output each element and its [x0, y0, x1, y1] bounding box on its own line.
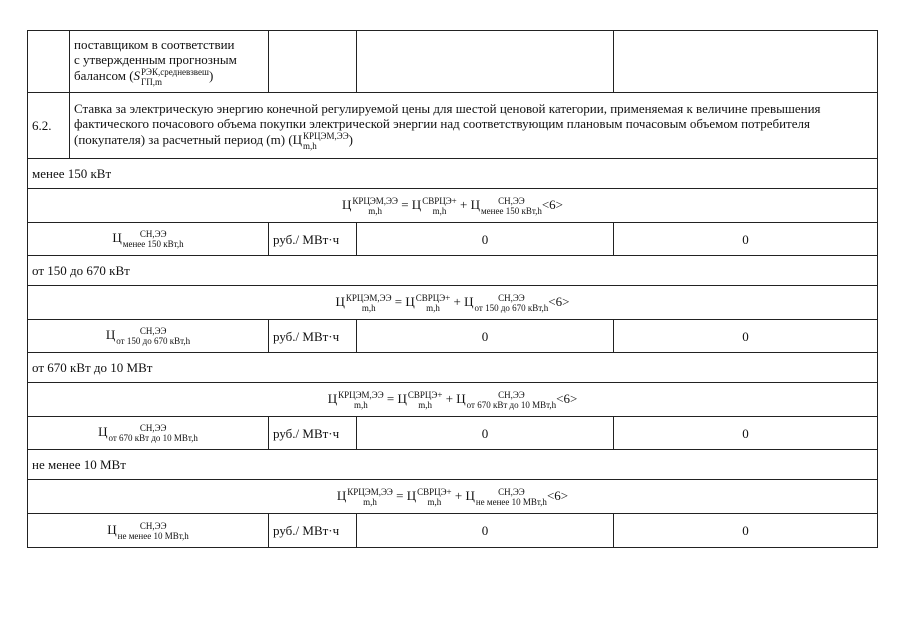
- capacity-label: от 670 кВт до 10 МВт: [28, 353, 878, 383]
- table-row: [28, 31, 878, 93]
- price-symbol-superscript: СН,ЭЭ: [498, 195, 525, 206]
- capacity-label: менее 150 кВт: [28, 159, 878, 189]
- unit-cell: руб./ МВт·ч: [269, 320, 357, 353]
- price-symbol-superscript: СВРЦЭ+: [407, 389, 443, 400]
- formula-equals: =: [396, 487, 404, 503]
- section-number: 6.2.: [28, 93, 70, 159]
- value-cell-1: 0: [357, 320, 614, 353]
- value-cell-empty-2: [614, 31, 878, 93]
- price-formula: [28, 383, 878, 417]
- price-symbol-superscript: СВРЦЭ+: [415, 292, 451, 303]
- supplier-text-line-2: с утвержденным прогнозным: [74, 51, 237, 67]
- price-symbol-subscript: m,h: [353, 399, 368, 410]
- price-symbol: Ц: [470, 196, 480, 212]
- formula-equals: =: [386, 390, 395, 406]
- section-description: [70, 93, 878, 159]
- price-formula: [28, 189, 878, 223]
- price-symbol-superscript: СН,ЭЭ: [139, 520, 167, 531]
- price-symbol-superscript: СВРЦЭ+: [417, 486, 452, 497]
- table-row: [28, 223, 878, 256]
- price-symbol: Ц: [456, 390, 466, 406]
- tariff-table-body: [28, 31, 878, 548]
- price-symbol-subscript: от 150 до 670 кВт,h: [116, 336, 191, 346]
- price-symbol-subscript: m,h: [368, 205, 383, 216]
- value-cell-empty-1: [357, 31, 614, 93]
- price-symbol: Ц: [105, 326, 116, 342]
- s-symbol: S: [133, 67, 141, 83]
- price-symbol: Ц: [107, 521, 117, 537]
- formula-row: [28, 286, 878, 320]
- price-symbol-subscript: от 150 до 670 кВт,h: [474, 302, 549, 313]
- unit-cell: руб./ МВт·ч: [269, 223, 357, 256]
- price-symbol-subscript: не менее 10 МВт,h: [117, 530, 189, 541]
- unit-cell: руб./ МВт·ч: [269, 417, 357, 450]
- footnote-ref: <6>: [548, 293, 570, 309]
- price-name-cell: [28, 514, 269, 548]
- price-name-cell: [28, 320, 269, 353]
- price-symbol-subscript: m,h: [418, 399, 433, 410]
- price-symbol-subscript: m,h: [363, 496, 377, 507]
- value-cell-1: 0: [357, 223, 614, 256]
- price-symbol: Ц: [336, 487, 347, 503]
- price-symbol-subscript: m,h: [432, 205, 447, 216]
- footnote-ref: <6>: [541, 196, 564, 212]
- section-header-row: [28, 93, 878, 159]
- price-symbol: Ц: [464, 293, 474, 309]
- supplier-balance-cell: [70, 31, 269, 93]
- price-symbol-subscript: m,h: [427, 496, 442, 507]
- formula-row: [28, 383, 878, 417]
- tariff-table: [27, 30, 878, 548]
- s-symbol-superscript: РЭК,средневзвеш: [141, 66, 209, 77]
- capacity-label-row: [28, 353, 878, 383]
- price-symbol-subscript: не менее 10 МВт,h: [475, 496, 547, 507]
- formula-plus: +: [459, 196, 468, 212]
- supplier-text-line-1: поставщиком в соответствии: [74, 36, 235, 52]
- price-symbol-subscript: менее 150 кВт,h: [480, 205, 542, 216]
- price-symbol-subscript: менее 150 кВт,h: [122, 239, 184, 249]
- price-symbol-superscript: КРЦЭМ,ЭЭ: [347, 486, 393, 497]
- formula-plus: +: [445, 390, 454, 406]
- footnote-ref: <6>: [546, 487, 569, 503]
- price-symbol: Ц: [465, 487, 475, 503]
- section-symbol-subscript: m,h: [303, 140, 317, 151]
- price-symbol-superscript: СН,ЭЭ: [139, 423, 167, 433]
- price-symbol-superscript: КРЦЭМ,ЭЭ: [338, 389, 384, 400]
- table-row: [28, 514, 878, 548]
- value-cell-1: 0: [357, 417, 614, 450]
- price-symbol: Ц: [112, 229, 122, 245]
- unit-cell-empty: [269, 31, 357, 93]
- formula-row: [28, 189, 878, 223]
- price-symbol-superscript: СН,ЭЭ: [139, 326, 167, 336]
- formula-equals: =: [401, 196, 409, 212]
- price-symbol-superscript: КРЦЭМ,ЭЭ: [345, 292, 392, 303]
- supplier-text-line-3-prefix: балансом (: [74, 67, 134, 83]
- supplier-text-line-3: [74, 67, 264, 87]
- price-symbol-superscript: КРЦЭМ,ЭЭ: [352, 195, 398, 206]
- price-symbol: Ц: [406, 487, 417, 503]
- price-symbol: Ц: [397, 390, 407, 406]
- capacity-label: не менее 10 МВт: [28, 450, 878, 480]
- section-description-text: Ставка за электрическую энергию конечной регулируемой цены для шестой ценовой категории, применяемая к величине превышения фактического почасового объема покупки электрической энергии над соответствующим плановым почасовым объемом потребителя (покупателя) за расчетный период (m) (: [74, 100, 821, 147]
- price-name-cell: [28, 417, 269, 450]
- value-cell-2: 0: [614, 417, 878, 450]
- price-symbol: Ц: [411, 196, 422, 212]
- table-row: [28, 417, 878, 450]
- unit-cell: руб./ МВт·ч: [269, 514, 357, 548]
- price-formula: [28, 480, 878, 514]
- value-cell-2: 0: [614, 223, 878, 256]
- value-cell-1: 0: [357, 514, 614, 548]
- capacity-label: от 150 до 670 кВт: [28, 256, 878, 286]
- s-symbol-subscript: ГП,m: [141, 76, 162, 87]
- formula-plus: +: [453, 293, 461, 309]
- price-formula: [28, 286, 878, 320]
- price-symbol: Ц: [341, 196, 352, 212]
- value-cell-2: 0: [614, 514, 878, 548]
- formula-equals: =: [394, 293, 403, 309]
- value-cell-2: 0: [614, 320, 878, 353]
- supplier-text-close: ): [208, 67, 214, 83]
- section-description-close: ): [348, 131, 353, 147]
- price-symbol: Ц: [405, 293, 415, 309]
- price-symbol-superscript: СН,ЭЭ: [139, 229, 167, 239]
- section-symbol: Ц: [292, 131, 303, 147]
- price-symbol-superscript: СН,ЭЭ: [498, 486, 525, 497]
- price-symbol-subscript: от 670 кВт до 10 МВт,h: [108, 433, 198, 443]
- price-symbol: Ц: [98, 423, 108, 439]
- capacity-label-row: [28, 256, 878, 286]
- price-name-cell: [28, 223, 269, 256]
- row-number-cell: [28, 31, 70, 93]
- price-symbol: Ц: [327, 390, 338, 406]
- price-symbol-superscript: СВРЦЭ+: [422, 195, 457, 206]
- section-symbol-superscript: КРЦЭМ,ЭЭ: [303, 130, 349, 141]
- price-symbol-subscript: m,h: [361, 302, 376, 313]
- capacity-label-row: [28, 450, 878, 480]
- formula-plus: +: [454, 487, 463, 503]
- price-symbol: Ц: [335, 293, 345, 309]
- price-symbol-superscript: СН,ЭЭ: [498, 389, 525, 400]
- capacity-label-row: [28, 159, 878, 189]
- price-symbol-subscript: m,h: [426, 302, 440, 313]
- price-symbol-subscript: от 670 кВт до 10 МВт,h: [466, 399, 557, 410]
- price-symbol-superscript: СН,ЭЭ: [498, 292, 525, 303]
- table-row: [28, 320, 878, 353]
- formula-row: [28, 480, 878, 514]
- footnote-ref: <6>: [556, 390, 578, 406]
